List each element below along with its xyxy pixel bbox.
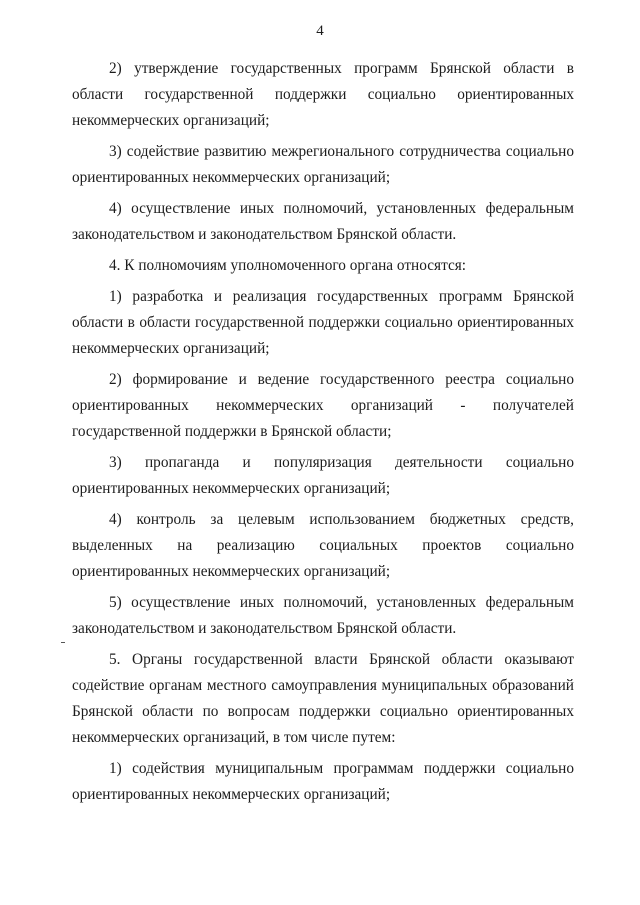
section-4-item-5: 5) осуществление иных полномочий, установленных федеральным законодательством и законодательством Брянской области. [72,594,574,637]
page-number: 4 [316,23,324,39]
paragraph-2-item-2: 2) утверждение государственных программ Брянской области в области государственной поддержки социально ориентированных некоммерческих организаций; [72,60,574,129]
section-4-item-1: 1) разработка и реализация государственных программ Брянской области в области государственной поддержки социально ориентированных некоммерческих организаций; [72,288,574,357]
paragraph-2-item-3: 3) содействие развитию межрегионального сотрудничества социально ориентированных некоммерческих организаций; [72,143,574,186]
section-4-item-2: 2) формирование и ведение государственного реестра социально ориентированных некоммерческих организаций - получателей государственной поддержки в Брянской области; [72,371,574,440]
margin-mark [61,642,65,643]
section-5-heading: 5. Органы государственной власти Брянской области оказывают содействие органам местного самоуправления муниципальных образований Брянской области по вопросам поддержки социально ориентированных некоммерческих организаций, в том числе путем: [72,651,574,746]
paragraph-2-item-4: 4) осуществление иных полномочий, установленных федеральным законодательством и законодательством Брянской области. [72,200,574,243]
section-5-item-1: 1) содействия муниципальным программам поддержки социально ориентированных некоммерческих организаций; [72,760,574,803]
section-4-heading: 4. К полномочиям уполномоченного органа относятся: [109,257,467,274]
section-4-item-3: 3) пропаганда и популяризация деятельности социально ориентированных некоммерческих организаций; [72,454,574,497]
document-body [72,56,574,813]
section-4-item-4: 4) контроль за целевым использованием бюджетных средств, выделенных на реализацию социальных проектов социально ориентированных некоммерческих организаций; [72,511,574,580]
